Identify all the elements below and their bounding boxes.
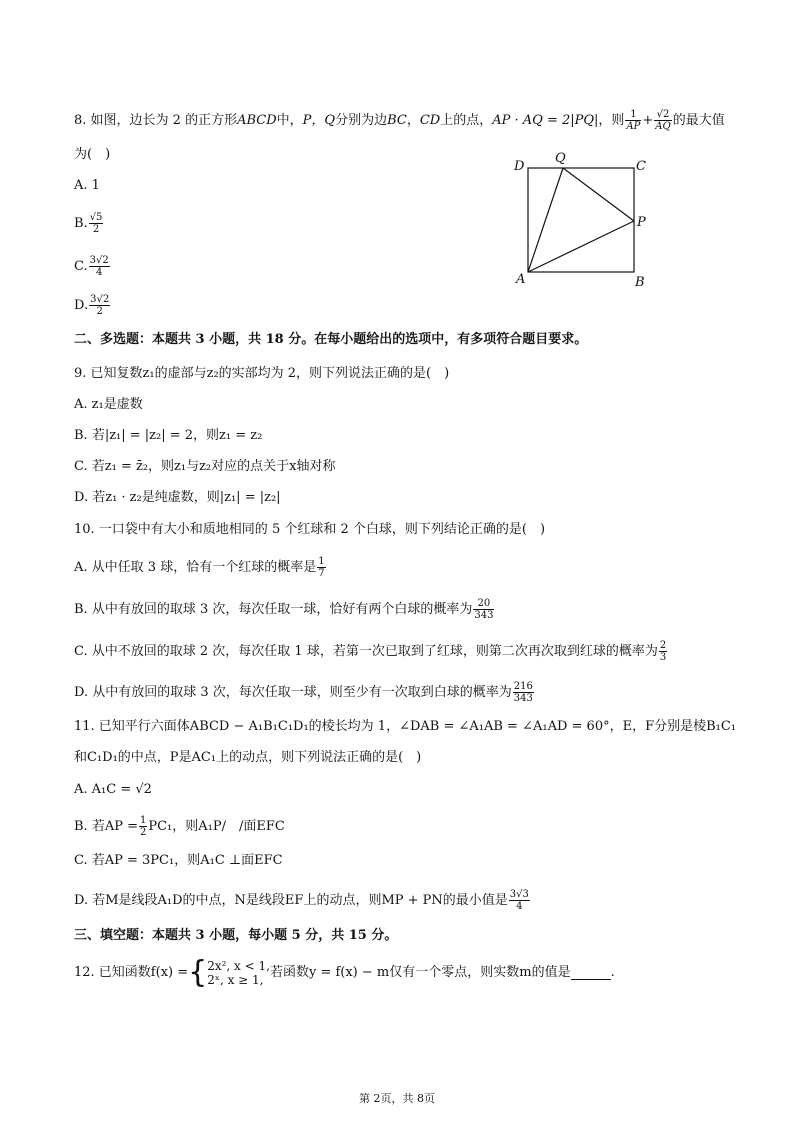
q8-square-name: ABCD [237,113,277,128]
q10-option-d: D. 从中有放回的取球 3 次，每次任取一球，则至少有一次取到白球的概率为 $\frac{216}{343}$ [74,681,533,704]
q9-option-c: C. 若z₁ = z̄₂，则z₁与z₂对应的点关于x轴对称 [74,459,336,474]
q9-option-a: A. z₁是虚数 [74,397,143,412]
square-abcd [528,168,634,272]
q8-text: ， [406,113,420,128]
q8-fraction-1: $\frac{1}{AP}$ [626,109,641,132]
label-p: P [637,215,646,230]
q12-stem: 12. 已知函数f(x) ={ 2x², x < 1, 2ˣ, x ≥ 1, 若函数y = f(x) − m仅有一个零点，则实数m的值是 . [74,955,615,990]
q8-option-b: B. $\frac{√5}{2}$ [74,212,103,235]
q8-text: 8. 如图，边长为 2 的正方形 [74,113,238,128]
q8-text: 分别为边 [335,113,388,128]
segment-ap [528,221,634,272]
q10-option-c: C. 从中不放回的取球 2 次，每次任取 1 球，若第一次已取到了红球，则第二次再次取到红球的概率为 $\frac{2}{3}$ [74,640,667,663]
q8-side-bc: BC [387,113,407,128]
section-2-heading: 二、多选题：本题共 3 小题，共 18 分。在每小题给出的选项中，有多项符合题目要求。 [74,332,588,347]
q8-vector-equation: AP · AQ = 2|PQ| [492,113,599,128]
q8-option-c: C. $\frac{3√2}{4}$ [74,255,109,278]
q8-option-a: A. 1 [74,178,100,193]
q8-text: ，则 [598,113,625,128]
q8-plus: + [642,113,654,128]
q8-points: P，Q [302,113,336,128]
q12-answer-blank[interactable] [571,967,611,980]
label-b: B [635,275,645,290]
q8-text: 上的点， [440,113,493,128]
q8-text: 的最大值 [672,113,725,128]
page-footer: 第 2页，共 8页 [359,1092,435,1105]
q8-side-cd: CD [419,113,441,128]
q11-stem-line2: 和C₁D₁的中点，P是AC₁上的动点，则下列说法正确的是( ) [74,750,422,765]
q11-option-b: B. 若AP = $\frac{1}{2}$ PC₁，则A₁P/ /面EFC [74,815,285,838]
q10-option-b: B. 从中有放回的取球 3 次，每次任取一球，恰好有两个白球的概率为 $\frac{20}{343}$ [74,598,494,621]
q8-square-figure [508,150,660,292]
q11-option-d: D. 若M是线段A₁D的中点，N是线段EF上的动点，则MP + PN的最小值是 $\frac{3√3}{4}$ [74,889,529,912]
label-q: Q [555,151,566,166]
q10-option-a: A. 从中任取 3 球，恰有一个红球的概率是 $\frac{1}{7}$ [74,556,325,579]
q11-stem-line1: 11. 已知平行六面体ABCD − A₁B₁C₁D₁的棱长均为 1，∠DAB = ∠A₁AB = ∠A₁AD = 60°，E，F分别是棱B₁C₁ [74,719,737,734]
q8-stem-line2: 为( ) [74,147,111,162]
q11-option-a: A. A₁C = √2 [74,782,152,797]
q8-option-d: D. $\frac{3√2}{2}$ [74,294,110,317]
q9-option-d: D. 若z₁ · z₂是纯虚数，则|z₁| = |z₂| [74,490,281,505]
q8-fraction-2: $\frac{√2}{AQ}$ [655,109,671,132]
q11-option-c: C. 若AP = 3PC₁，则A₁C ⊥面EFC [74,853,283,868]
q12-brace: { [188,955,208,990]
label-a: A [516,272,526,287]
q9-stem: 9. 已知复数z₁的虚部与z₂的实部均为 2，则下列说法正确的是( ) [74,366,450,381]
q8-stem-line1 [74,109,725,132]
q10-stem: 10. 一口袋中有大小和质地相同的 5 个红球和 2 个白球，则下列结论正确的是( ) [74,522,546,537]
label-d: D [514,159,525,174]
segment-pq [563,168,634,221]
q8-text: 中， [276,113,303,128]
segment-aq [528,168,563,272]
q9-option-b: B. 若|z₁| = |z₂| = 2，则z₁ = z₂ [74,428,263,443]
label-c: C [636,159,646,174]
q12-piecewise: 2x², x < 1, 2ˣ, x ≥ 1, [207,959,270,987]
section-3-heading: 三、填空题：本题共 3 小题，每小题 5 分，共 15 分。 [74,928,398,943]
